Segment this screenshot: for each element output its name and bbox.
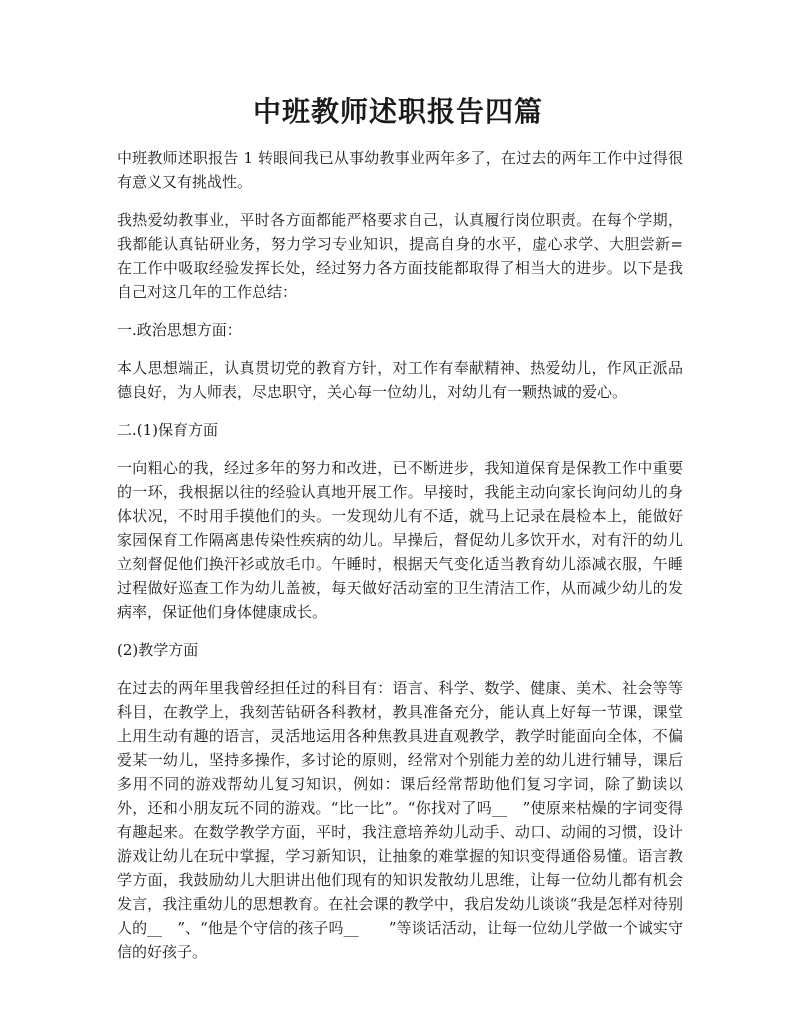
paragraph-politics: 本人思想端正，认真贯切党的教育方针，对工作有奉献精神、热爱幼儿，作风正派品德良好，为人师表，尽忠职守，关心每一位幼儿，对幼儿有一颗热诚的爱心。 [117, 359, 683, 401]
section-heading-teaching: (2)教学方面 [117, 641, 199, 659]
document-body [117, 146, 683, 978]
document-title: 中班教师述职报告四篇 [252, 95, 543, 128]
paragraph-overview: 我热爱幼教事业，平时各方面都能严格要求自己，认真履行岗位职责。在每个学期，我都能认真钻研业务，努力学习专业知识，提高自身的水平，虚心求学、大胆尝新=在工作中吸取经验发挥长处，经过努力各方面技能都取得了相当大的进步。以下是我自己对这几年的工作总结： [117, 211, 683, 301]
paragraph-intro: 中班教师述职报告 1 转眼间我已从事幼教事业两年多了，在过去的两年工作中过得很有意义又有挑战性。 [117, 149, 683, 191]
paragraph-teaching: 在过去的两年里我曾经担任过的科目有：语言、科学、数学、健康、美术、社会等等科目，在教学上，我刻苦钻研各科教材，教具准备充分，能认真上好每一节课，课堂上用生动有趣的语言，灵活地运用各种焦教具进直观教学，教学时能面向全体，不偏爱某一幼儿，坚持多操作，多讨论的原则，经常对个别能力差的幼儿进行辅导，课后多用不同的游戏帮幼儿复习知识，例如：课后经常帮助他们复习字词，除了勤读以外，还和小朋友玩不同的游戏。“比一比”。“你找对了吗__ ”使原来枯燥的字词变得有趣起来。在数学教学方面，平时，我注意培养幼儿动手、动口、动闹的习惯，设计游戏让幼儿在玩中掌握，学习新知识，让抽象的难掌握的知识变得通俗易懂。语言教学方面，我鼓励幼儿大胆讲出他们现有的知识发散幼儿思维，让每一位幼儿都有机会发言，我注重幼儿的思想教育。在社会课的教学中，我启发幼儿谈谈“我是怎样对待别人的__ ”、“他是个守信的孩子吗__ ”等谈话活动，让每一位幼儿学做一个诚实守信的好孩子。 [117, 679, 683, 961]
section-heading-care: 二.(1)保育方面 [117, 421, 219, 439]
section-heading-politics: 一.政治思想方面： [117, 321, 242, 339]
paragraph-care: 一向粗心的我，经过多年的努力和改进，已不断进步，我知道保育是保教工作中重要的一环，我根据以往的经验认真地开展工作。早接时，我能主动向家长询问幼儿的身体状况，不时用手摸他们的头。一发现幼儿有不适，就马上记录在晨检本上，能做好家园保育工作隔离患传染性疾病的幼儿。早操后，督促幼儿多饮开水，对有汗的幼儿立刻督促他们换汗衫或放毛巾。午睡时，根据天气变化适当教育幼儿添减衣服，午睡过程做好巡查工作为幼儿盖被，每天做好活动室的卫生清洁工作，从而减少幼儿的发病率，保证他们身体健康成长。 [117, 459, 683, 621]
